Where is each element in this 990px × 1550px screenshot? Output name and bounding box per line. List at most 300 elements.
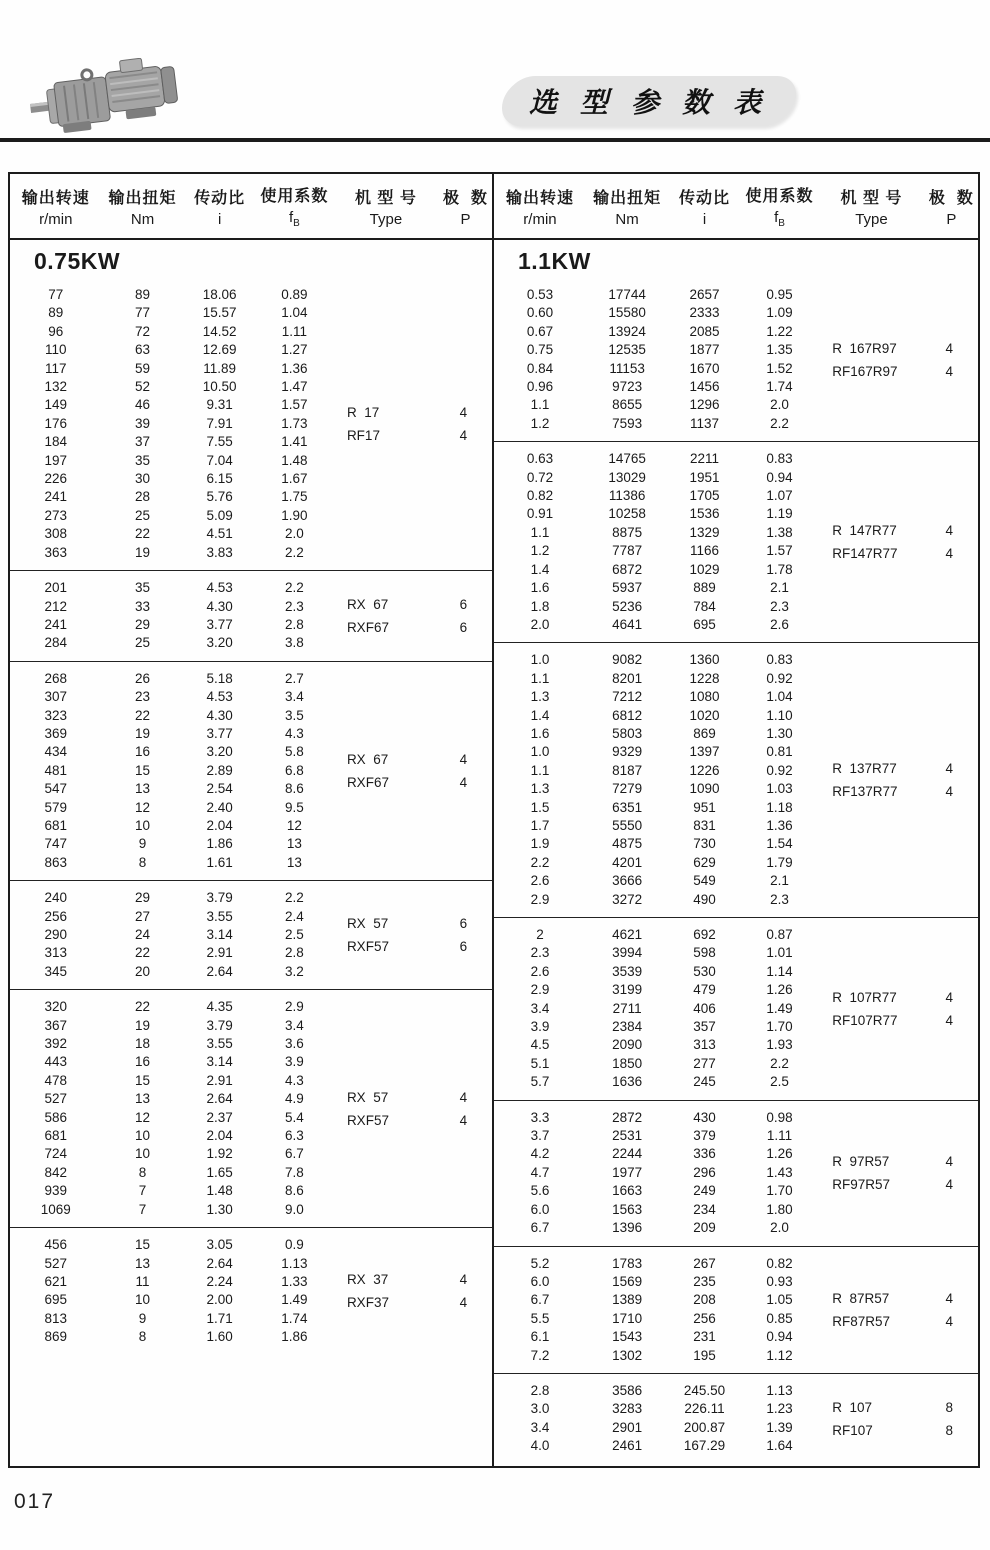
- fb-cell: 3.9: [284, 1054, 304, 1070]
- speed-cell: 1.7: [530, 817, 550, 833]
- speed-cell: 1.6: [530, 580, 550, 596]
- torque-cell: 1543: [612, 1329, 643, 1345]
- ratio-cell: 3.79: [206, 1017, 233, 1033]
- speed-cell: 842: [44, 1164, 68, 1180]
- table-header: [10, 174, 978, 240]
- column-unit-subscript: B: [293, 218, 300, 229]
- table-row: [494, 707, 978, 725]
- type-poles-block: [818, 1396, 978, 1442]
- ratio-cell: 1670: [689, 360, 720, 376]
- ratio-cell: 226.11: [684, 1401, 725, 1417]
- table-row: [10, 378, 492, 396]
- speed-cell: 241: [44, 616, 68, 632]
- poles-cell: 4: [459, 428, 468, 444]
- table-row: [10, 341, 492, 359]
- speed-cell: 3.0: [530, 1401, 550, 1417]
- speed-cell: 176: [44, 415, 68, 431]
- speed-cell: 256: [44, 908, 68, 924]
- ratio-cell: 490: [693, 891, 716, 907]
- fb-cell: 1.10: [766, 707, 793, 723]
- speed-cell: 1.9: [530, 836, 550, 852]
- speed-cell: 110: [45, 342, 67, 358]
- fb-cell: 12: [286, 817, 302, 833]
- ratio-cell: 1.92: [206, 1146, 233, 1162]
- ratio-cell: 3.83: [206, 544, 233, 560]
- torque-cell: 1302: [612, 1347, 643, 1363]
- fb-cell: 1.93: [766, 1037, 793, 1053]
- gear-motor-photo: [28, 58, 196, 140]
- type-cell: RXF67: [346, 619, 389, 635]
- type-poles-block: [818, 757, 978, 803]
- fb-cell: 1.79: [766, 854, 793, 870]
- fb-cell: 4.3: [284, 1072, 304, 1088]
- poles-cell: 4: [945, 1177, 953, 1193]
- column-header-cn: 输出转速: [505, 189, 574, 207]
- table-row: [494, 616, 978, 634]
- ratio-cell: 4.51: [206, 526, 233, 542]
- title-banner: [496, 76, 802, 126]
- torque-cell: 10: [135, 1146, 151, 1162]
- torque-cell: 1389: [612, 1292, 643, 1308]
- speed-cell: 2.6: [530, 873, 550, 889]
- torque-cell: 1663: [612, 1183, 643, 1199]
- type-row: [333, 1291, 492, 1314]
- column-unit-main: Nm: [615, 210, 639, 228]
- speed-cell: 1.2: [530, 543, 550, 559]
- torque-cell: 37: [135, 434, 151, 450]
- fb-cell: 3.8: [284, 635, 304, 651]
- table-section: [494, 1101, 978, 1247]
- torque-cell: 1850: [612, 1055, 643, 1071]
- speed-cell: 132: [44, 379, 68, 395]
- torque-cell: 89: [135, 287, 151, 302]
- ratio-cell: 7.91: [206, 415, 233, 431]
- table-row: [10, 725, 492, 743]
- table-row: [494, 944, 978, 962]
- table-row: [494, 1109, 978, 1127]
- speed-cell: 5.6: [530, 1183, 550, 1199]
- torque-cell: 9: [138, 836, 147, 852]
- fb-cell: 1.41: [281, 434, 308, 450]
- speed-cell: 3.3: [530, 1109, 550, 1125]
- speed-cell: 456: [44, 1237, 68, 1253]
- speed-cell: 1.0: [530, 652, 550, 668]
- torque-cell: 2901: [612, 1419, 643, 1435]
- ratio-cell: 1951: [689, 469, 720, 485]
- type-row: [333, 912, 492, 935]
- ratio-cell: 1.71: [206, 1310, 233, 1326]
- type-cell: RX 37: [346, 1272, 389, 1288]
- ratio-cell: 3.20: [206, 744, 233, 760]
- type-row: [818, 757, 978, 780]
- speed-cell: 681: [44, 817, 68, 833]
- column-header-unit: [370, 211, 403, 228]
- torque-cell: 23: [135, 689, 151, 705]
- torque-cell: 5550: [612, 817, 643, 833]
- speed-cell: 6.7: [530, 1220, 550, 1236]
- fb-cell: 1.22: [766, 323, 793, 339]
- ratio-cell: 1020: [689, 707, 720, 723]
- torque-cell: 13029: [608, 469, 646, 485]
- column-header-unit: [774, 209, 785, 229]
- fb-cell: 1.07: [766, 488, 793, 504]
- speed-cell: 4.2: [530, 1146, 550, 1162]
- speed-cell: 5.2: [530, 1255, 550, 1271]
- ratio-cell: 2.04: [206, 817, 233, 833]
- torque-cell: 3994: [612, 945, 643, 961]
- torque-cell: 18: [135, 1036, 151, 1052]
- type-row: [333, 593, 492, 616]
- table-row: [10, 707, 492, 725]
- type-poles-block: [818, 1150, 978, 1196]
- type-poles-block: [333, 748, 492, 794]
- type-poles-block: [333, 1268, 492, 1314]
- torque-cell: 10: [135, 1128, 151, 1144]
- type-row: [333, 771, 492, 794]
- column-unit-main: P: [946, 210, 957, 228]
- fb-cell: 2.2: [770, 1055, 789, 1071]
- speed-cell: 0.84: [526, 360, 554, 376]
- poles-cell: 4: [459, 1112, 468, 1128]
- table-section: [494, 1374, 978, 1464]
- column-header: [333, 185, 439, 228]
- speed-cell: 1.1: [530, 762, 550, 778]
- fb-cell: 1.70: [766, 1183, 793, 1199]
- poles-cell: 4: [459, 774, 468, 790]
- ratio-cell: 1080: [689, 689, 720, 705]
- ratio-cell: 2.40: [206, 799, 233, 815]
- speed-cell: 226: [44, 471, 68, 487]
- ratio-cell: 4.35: [206, 999, 233, 1015]
- fb-cell: 1.49: [281, 1292, 308, 1308]
- column-header-unit: [218, 211, 221, 228]
- torque-cell: 10258: [608, 506, 646, 522]
- ratio-cell: 1228: [689, 670, 720, 686]
- speed-cell: 586: [44, 1109, 68, 1125]
- fb-cell: 0.87: [766, 927, 793, 942]
- ratio-cell: 951: [693, 799, 716, 815]
- speed-cell: 240: [44, 890, 68, 906]
- ratio-cell: 530: [693, 963, 716, 979]
- ratio-cell: 12.69: [202, 342, 237, 358]
- speed-cell: 2.6: [530, 963, 550, 979]
- column-header-unit: [289, 209, 300, 229]
- fb-cell: 1.67: [281, 471, 308, 487]
- torque-cell: 52: [135, 379, 151, 395]
- power-rating-label: 1.1KW: [518, 248, 591, 274]
- speed-cell: 621: [44, 1273, 68, 1289]
- type-row: [818, 986, 978, 1009]
- torque-cell: 10: [135, 1292, 151, 1308]
- ratio-cell: 1877: [689, 342, 720, 358]
- torque-cell: 2531: [612, 1128, 643, 1144]
- terminal-box: [119, 58, 142, 73]
- ratio-cell: 208: [693, 1292, 716, 1308]
- ratio-cell: 1.60: [206, 1329, 233, 1345]
- type-row: [333, 401, 492, 424]
- torque-cell: 25: [135, 635, 151, 651]
- fb-cell: 2.3: [770, 598, 789, 614]
- table-row: [494, 286, 978, 304]
- fb-cell: 1.30: [766, 725, 793, 741]
- column-header-cn: 使用系数: [745, 188, 814, 205]
- header-rule: [0, 138, 990, 142]
- ratio-cell: 313: [693, 1037, 716, 1053]
- table-section: [10, 662, 492, 881]
- type-row: [818, 1419, 978, 1442]
- column-unit-subscript: B: [778, 218, 785, 229]
- speed-cell: 184: [44, 434, 68, 450]
- fb-cell: 2.4: [284, 908, 304, 924]
- table-row: [494, 598, 978, 616]
- speed-cell: 392: [44, 1036, 68, 1052]
- speed-cell: 2.8: [530, 1382, 550, 1398]
- torque-cell: 13: [135, 781, 151, 797]
- ratio-cell: 195: [693, 1347, 716, 1363]
- column-header-unit: [39, 211, 72, 228]
- fb-cell: 1.52: [766, 360, 793, 376]
- torque-cell: 29: [135, 616, 151, 632]
- speed-cell: 6.0: [530, 1201, 550, 1217]
- torque-cell: 13924: [608, 323, 646, 339]
- column-header-unit: [131, 211, 154, 228]
- torque-cell: 2090: [612, 1037, 643, 1053]
- table-row: [10, 488, 492, 506]
- torque-cell: 2872: [612, 1109, 643, 1125]
- column-header-unit: [460, 211, 470, 228]
- torque-cell: 7787: [612, 543, 643, 559]
- torque-cell: 2711: [612, 1000, 642, 1016]
- poles-cell: 4: [945, 784, 953, 800]
- table-row: [494, 725, 978, 743]
- column-unit-main: i: [217, 210, 222, 228]
- fb-cell: 5.8: [284, 744, 304, 760]
- table-row: [494, 1347, 978, 1365]
- torque-cell: 22: [135, 707, 151, 723]
- fb-cell: 1.04: [281, 305, 308, 321]
- type-row: [818, 542, 978, 565]
- speed-cell: 117: [45, 360, 67, 376]
- type-poles-block: [818, 1287, 978, 1333]
- ratio-cell: 406: [693, 1000, 716, 1016]
- table-row: [10, 1145, 492, 1163]
- type-cell: RF107: [832, 1422, 873, 1438]
- fb-cell: 1.74: [766, 379, 793, 395]
- torque-cell: 3666: [612, 873, 643, 889]
- type-row: [333, 424, 492, 447]
- fb-cell: 2.2: [284, 580, 304, 596]
- ratio-cell: 1090: [689, 781, 720, 797]
- ratio-cell: 1226: [689, 762, 720, 778]
- column-header-cn: 极 数: [928, 189, 974, 207]
- ratio-cell: 479: [693, 982, 716, 998]
- table-row: [494, 396, 978, 414]
- torque-cell: 5937: [612, 580, 643, 596]
- type-row: [818, 519, 978, 542]
- torque-cell: 12: [135, 1109, 151, 1125]
- speed-cell: 345: [44, 963, 68, 979]
- fb-cell: 1.64: [766, 1438, 793, 1454]
- fb-cell: 13: [286, 854, 302, 870]
- page-number: 017: [14, 1490, 56, 1513]
- column-header: [668, 185, 741, 228]
- type-row: [818, 360, 978, 383]
- table-row: [494, 1073, 978, 1091]
- table-row: [10, 1053, 492, 1071]
- table-row: [10, 323, 492, 341]
- type-poles-block: [818, 986, 978, 1032]
- table-row: [10, 835, 492, 853]
- speed-cell: 681: [44, 1128, 68, 1144]
- speed-cell: 0.60: [526, 305, 554, 321]
- torque-cell: 19: [135, 544, 151, 560]
- speed-cell: 4.7: [530, 1164, 550, 1180]
- table-row: [10, 963, 492, 981]
- page-title: 选 型 参 数 表: [528, 88, 769, 119]
- ratio-cell: 2.24: [206, 1273, 233, 1289]
- speed-cell: 2.0: [530, 616, 550, 632]
- poles-cell: 6: [459, 619, 468, 635]
- fb-cell: 2.0: [770, 397, 789, 413]
- eye-bolt: [81, 69, 92, 80]
- torque-cell: 1977: [612, 1164, 643, 1180]
- torque-cell: 1569: [612, 1273, 643, 1289]
- ratio-cell: 3.77: [206, 616, 233, 632]
- column-unit-main: Type: [369, 210, 403, 228]
- fb-cell: 2.2: [284, 890, 304, 906]
- poles-cell: 4: [459, 1272, 468, 1288]
- ratio-cell: 4.30: [206, 707, 233, 723]
- column-header: [925, 185, 978, 228]
- fb-cell: 1.13: [766, 1382, 793, 1398]
- column-header-cn: 输出扭矩: [108, 189, 177, 207]
- torque-cell: 2244: [612, 1146, 643, 1162]
- fb-cell: 1.09: [766, 305, 793, 321]
- table-row: [494, 1219, 978, 1237]
- speed-cell: 1.1: [530, 397, 550, 413]
- type-cell: RX 67: [346, 751, 389, 767]
- torque-cell: 59: [135, 360, 151, 376]
- column-unit-main: f: [774, 209, 779, 226]
- fb-cell: 1.49: [766, 1000, 793, 1016]
- table-row: [10, 889, 492, 907]
- speed-cell: 527: [44, 1091, 68, 1107]
- ratio-cell: 4.30: [206, 598, 233, 614]
- fb-cell: 1.75: [281, 489, 308, 505]
- table-body: [10, 240, 978, 1466]
- speed-cell: 2.9: [530, 891, 550, 907]
- table-row: [494, 891, 978, 909]
- table-row: [10, 1328, 492, 1346]
- speed-cell: 5.7: [530, 1074, 550, 1090]
- poles-cell: 6: [459, 596, 468, 612]
- table-half: [10, 240, 494, 1466]
- ratio-cell: 2.64: [206, 963, 233, 979]
- ratio-cell: 3.20: [206, 635, 233, 651]
- type-cell: RF97R57: [832, 1177, 891, 1193]
- torque-cell: 8875: [612, 524, 643, 540]
- type-row: [333, 616, 492, 639]
- column-header: [256, 183, 333, 229]
- speed-cell: 434: [44, 744, 68, 760]
- torque-cell: 3586: [612, 1382, 643, 1398]
- ratio-cell: 869: [693, 725, 716, 741]
- table-row: [10, 304, 492, 322]
- fb-cell: 0.94: [766, 1329, 793, 1345]
- column-header-unit: [523, 211, 556, 228]
- ratio-cell: 7.04: [206, 452, 233, 468]
- type-cell: RX 57: [346, 1089, 389, 1105]
- fb-cell: 6.7: [284, 1146, 304, 1162]
- fb-cell: 1.57: [281, 397, 308, 413]
- fb-cell: 7.8: [284, 1164, 304, 1180]
- ratio-cell: 4.53: [206, 689, 233, 705]
- column-unit-main: Type: [855, 210, 888, 228]
- type-cell: R 147R77: [832, 523, 897, 539]
- type-cell: RF167R97: [832, 363, 898, 379]
- fb-cell: 1.86: [281, 1329, 308, 1345]
- fb-cell: 2.9: [284, 999, 304, 1015]
- ratio-cell: 3.55: [206, 908, 233, 924]
- fb-cell: 1.11: [281, 323, 307, 339]
- fb-cell: 3.5: [284, 707, 304, 723]
- speed-cell: 6.7: [530, 1292, 550, 1308]
- torque-cell: 12535: [608, 342, 646, 358]
- speed-cell: 747: [44, 836, 68, 852]
- table-row: [494, 487, 978, 505]
- speed-cell: 1069: [40, 1201, 71, 1217]
- ratio-cell: 235: [693, 1273, 716, 1289]
- type-cell: R 137R77: [832, 761, 897, 777]
- table-row: [10, 670, 492, 688]
- fb-cell: 2.1: [770, 580, 789, 596]
- torque-cell: 7: [138, 1201, 147, 1217]
- poles-cell: 4: [945, 546, 953, 562]
- ratio-cell: 629: [693, 854, 716, 870]
- ratio-cell: 3.14: [206, 1054, 233, 1070]
- torque-cell: 8: [138, 854, 147, 870]
- table-row: [494, 926, 978, 944]
- table-row: [10, 1236, 492, 1254]
- fb-cell: 2.8: [284, 616, 304, 632]
- torque-cell: 1563: [612, 1201, 643, 1217]
- table-row: [10, 286, 492, 304]
- fb-cell: 0.89: [281, 287, 308, 302]
- column-header-cn: 输出转速: [21, 189, 90, 207]
- ratio-cell: 1137: [690, 415, 720, 431]
- table-row: [10, 688, 492, 706]
- fb-cell: 0.98: [766, 1109, 793, 1125]
- type-cell: RXF57: [346, 1112, 389, 1128]
- fb-cell: 2.7: [284, 670, 304, 686]
- torque-cell: 39: [135, 415, 151, 431]
- speed-cell: 284: [44, 635, 68, 651]
- ratio-cell: 6.15: [206, 471, 233, 487]
- ratio-cell: 1397: [689, 744, 720, 760]
- torque-cell: 8187: [612, 762, 643, 778]
- ratio-cell: 2.37: [206, 1109, 233, 1125]
- fb-cell: 1.36: [281, 360, 308, 376]
- fb-cell: 2.5: [284, 927, 304, 942]
- torque-cell: 72: [135, 323, 151, 339]
- type-cell: RF137R77: [832, 784, 898, 800]
- fb-cell: 0.83: [766, 451, 793, 467]
- type-row: [333, 1268, 492, 1291]
- torque-cell: 6872: [612, 561, 643, 577]
- fb-cell: 1.78: [766, 561, 793, 577]
- ratio-cell: 1.48: [206, 1183, 233, 1199]
- table-row: [494, 1055, 978, 1073]
